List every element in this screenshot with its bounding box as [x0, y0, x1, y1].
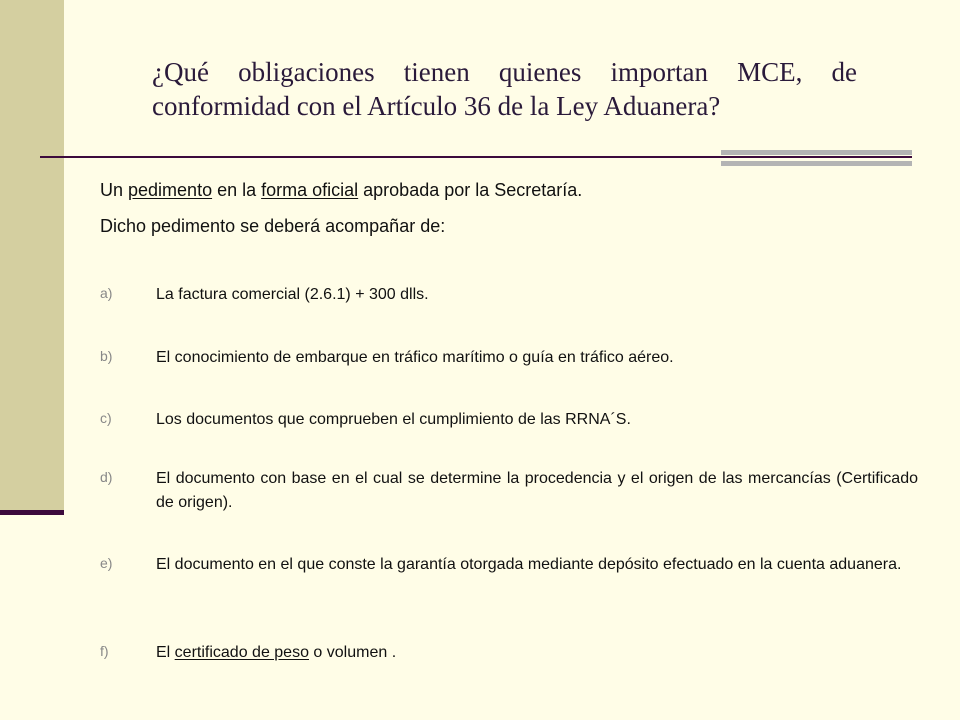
left-decor-bar: [0, 0, 64, 510]
list-letter: a): [100, 285, 113, 301]
list-text: El documento en el que conste la garantía otorgada mediante depósito efectuado en la cuenta aduanera.: [156, 556, 902, 573]
list-text: El certificado de peso o volumen .: [156, 644, 397, 661]
divider-accent: [721, 150, 912, 166]
list-letter: c): [100, 410, 112, 426]
list-item-d: [100, 467, 918, 515]
list-item-e: [100, 553, 918, 577]
list-letter: f): [100, 643, 109, 659]
list-text: El documento con base en el cual se determine la procedencia y el origen de las mercancías (Certificado de origen).: [156, 470, 918, 511]
list-item-f: [100, 641, 918, 665]
slide-title: ¿Qué obligaciones tienen quienes importan MCE, de conformidad con el Artículo 36 de la Ley Aduanera?: [152, 57, 857, 121]
list-text: El conocimiento de embarque en tráfico marítimo o guía en tráfico aéreo.: [156, 349, 674, 366]
list-text: Los documentos que comprueben el cumplimiento de las RRNA´S.: [156, 411, 631, 428]
intro-line-2: Dicho pedimento se deberá acompañar de:: [100, 216, 446, 236]
pedimento-link: pedimento: [128, 180, 213, 200]
list-letter: d): [100, 469, 113, 485]
list-item-c: [100, 408, 918, 432]
intro-line-1: Un pedimento en la forma oficial aprobada por la Secretaría.: [100, 180, 583, 200]
forma-oficial-link: forma oficial: [261, 180, 359, 200]
list-item-b: [100, 346, 918, 370]
list-letter: e): [100, 555, 113, 571]
list-text: La factura comercial (2.6.1) + 300 dlls.: [156, 286, 429, 303]
left-decor-bar-line: [0, 510, 64, 515]
certificado-de-peso-link: certificado de peso: [174, 644, 309, 661]
list-letter: b): [100, 348, 113, 364]
list-item-a: [100, 283, 918, 307]
